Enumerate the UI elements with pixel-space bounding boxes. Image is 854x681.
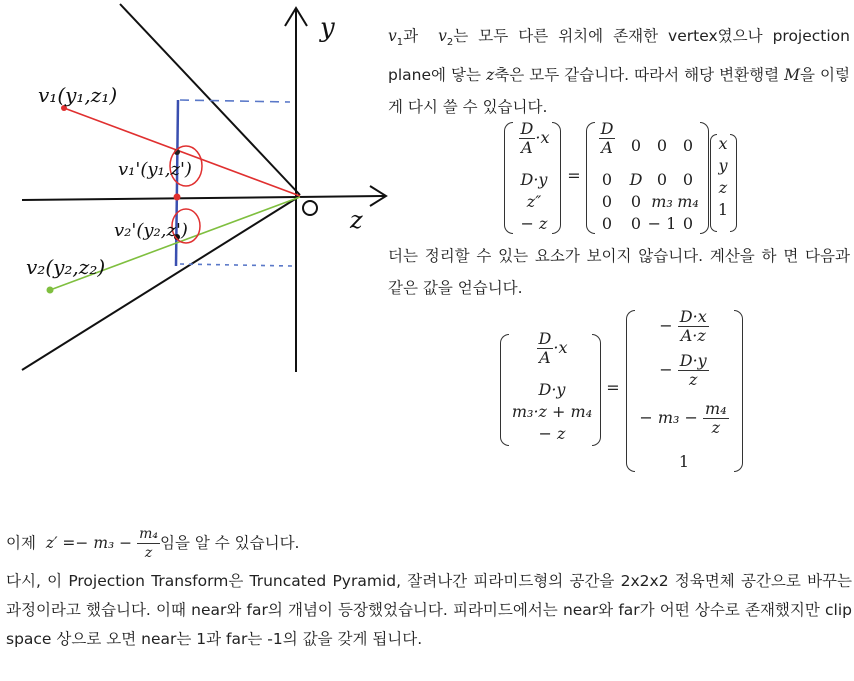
z-symbol: z: [486, 66, 495, 85]
p3-text-1: 이제: [6, 534, 36, 552]
label-v1p: v₁'(y₁,z'): [118, 159, 192, 180]
p1-text-4: 축은 모두 같습니다. 따라서: [494, 66, 680, 85]
p3-num: m₄: [139, 526, 158, 542]
eq1-mat-r3c2: 0: [630, 192, 642, 211]
eq2-rhs-den-2: z: [689, 370, 698, 389]
eq1-mat-r2c1: 0: [601, 170, 613, 189]
eq2-lhs-row3: m₃·z + m₄: [511, 402, 593, 421]
plane-top-dash: [180, 100, 290, 102]
eq1-lhs-row2: D·y: [520, 170, 548, 189]
eq1-mat-r3c1: 0: [601, 192, 613, 211]
eq1-lhs-x: ·x: [535, 128, 550, 147]
eq2-lhs-row4: − z: [538, 424, 566, 443]
eq2-lhs-x: ·x: [553, 338, 568, 357]
label-axis-y: y: [320, 13, 335, 43]
z-prime-point: [174, 194, 181, 201]
eq2-rhs-num-3: m₄: [705, 399, 727, 418]
eq1-mat-r2c3: 0: [656, 170, 668, 189]
eq1-mat-r1c4: 0: [682, 136, 694, 155]
projection-sketch: [0, 0, 392, 380]
p3-den: z: [144, 545, 153, 561]
eq1-mat-r1c1: [592, 120, 622, 157]
v1-ray: [64, 108, 300, 196]
v2-point: [47, 287, 54, 294]
eq2-lhs-num: D: [538, 329, 552, 348]
v1-subscript: 1: [396, 37, 404, 49]
eq1-mat-r3c4: m₄: [677, 192, 699, 211]
label-v2p: v₂'(y₂,z'): [114, 220, 188, 241]
eq1-mat-r1c3: 0: [656, 136, 668, 155]
eq1-mat-right-paren: [700, 122, 709, 234]
eq1-mat-num: D: [600, 119, 614, 138]
eq1-mat-r3c3: m₃: [651, 192, 673, 211]
eq1-mat-r2c2: D: [629, 170, 643, 189]
eq1-mat-r4c2: 0: [630, 214, 642, 233]
p1-text-3: projection plane에 닿는: [388, 27, 850, 85]
eq2-lhs-row2: D·y: [538, 380, 566, 399]
eq2-rhs-den-1: A·z: [680, 326, 706, 345]
label-axis-z: z: [350, 206, 363, 234]
label-v1: v₁(y₁,z₁): [38, 83, 118, 107]
eq1-mat-r4c1: 0: [601, 214, 613, 233]
eq1-vec-y: y: [718, 156, 728, 175]
origin-circle: [303, 201, 317, 215]
p2-line-2: 면 다음과 같은 값을 얻습니다.: [388, 247, 850, 297]
eq1-lhs-row4: − z: [520, 214, 548, 233]
v1-symbol: v: [388, 27, 397, 45]
eq2-rhs-row4: 1: [678, 452, 690, 471]
eq1-mat-den: A: [601, 138, 613, 157]
eq2-rhs-num-2: D·y: [679, 351, 707, 370]
eq1-lhs-row1: [508, 120, 560, 157]
p2-line-1: 더는 정리할 수 있는 요소가 보이지 않습니다. 계산을 하: [388, 247, 777, 265]
eq1-equals: =: [567, 166, 581, 185]
eq2-rhs-minus-1: −: [659, 316, 673, 335]
equation-2: [496, 308, 752, 474]
v2-subscript: 2: [446, 37, 454, 49]
eq1-lhs-den: A: [521, 138, 533, 157]
eq1-mat-r4c3: − 1: [647, 214, 677, 233]
conclusion-line: [6, 525, 854, 562]
equation-1: [500, 118, 750, 236]
eq2-equals: =: [606, 378, 620, 397]
eq1-vec-z: z: [718, 178, 728, 197]
label-v2: v₂(y₂,z₂): [26, 255, 106, 279]
eq2-rhs-den-3: z: [711, 418, 721, 437]
eq2-lhs-row1: [504, 330, 600, 367]
p1-text-6: 을 이렇게 다시 쓸 수 있습니다.: [388, 66, 850, 117]
eq2-rhs-row2: [632, 352, 736, 389]
eq1-vec-x: x: [718, 134, 728, 153]
near-far-paragraph: 다시, 이 Projection Transform은 Truncated Pyramid, 잘려나간 피라미드형의 공간을 2x2x2 정육면체 공간으로 바꾸는 과정이라고 했습니다. 이때 near와 far의 개념이 등장했었습니다. 피라미드에서는 near와 far가 어떤 상수로 존재했지만 clip space 상으로 오면 near는 1과 far는 -1의 값을 갖게 됩니다.: [6, 572, 852, 648]
eq2-lhs-den: A: [539, 348, 551, 367]
p1-text-5: 해당 변환행렬: [684, 66, 780, 85]
eq2-rhs-minus-2: −: [659, 360, 673, 379]
plane-bottom-dash: [180, 264, 292, 266]
eq1-lhs-row3: z″: [526, 192, 542, 211]
eq2-rhs-row1: [632, 308, 736, 345]
p1-text-1: 과: [403, 27, 419, 45]
intro-paragraph: [388, 20, 850, 123]
eq2-rhs-row3: [632, 400, 736, 437]
p3-text-2: 임을 알 수 있습니다.: [159, 534, 300, 552]
second-paragraph: [388, 240, 850, 304]
p1-text-2: 는 모두 다른 위치에 존재한 vertex였으나: [453, 27, 763, 45]
v2-symbol: v: [438, 27, 447, 45]
eq1-mat-r2c4: 0: [682, 170, 694, 189]
eq1-mat-r4c4: 0: [682, 214, 694, 233]
eq2-rhs-m3: − m₃ −: [639, 408, 698, 427]
z-axis-line: [22, 196, 386, 200]
z-prime-expression: z′ =− m₃ −: [45, 534, 133, 552]
eq2-rhs-num-1: D·x: [679, 307, 707, 326]
eq1-mat-r1c2: 0: [630, 136, 642, 155]
eq1-vec-1: 1: [717, 200, 729, 219]
eq1-lhs-num: D: [520, 119, 534, 138]
m-symbol: M: [784, 66, 801, 85]
